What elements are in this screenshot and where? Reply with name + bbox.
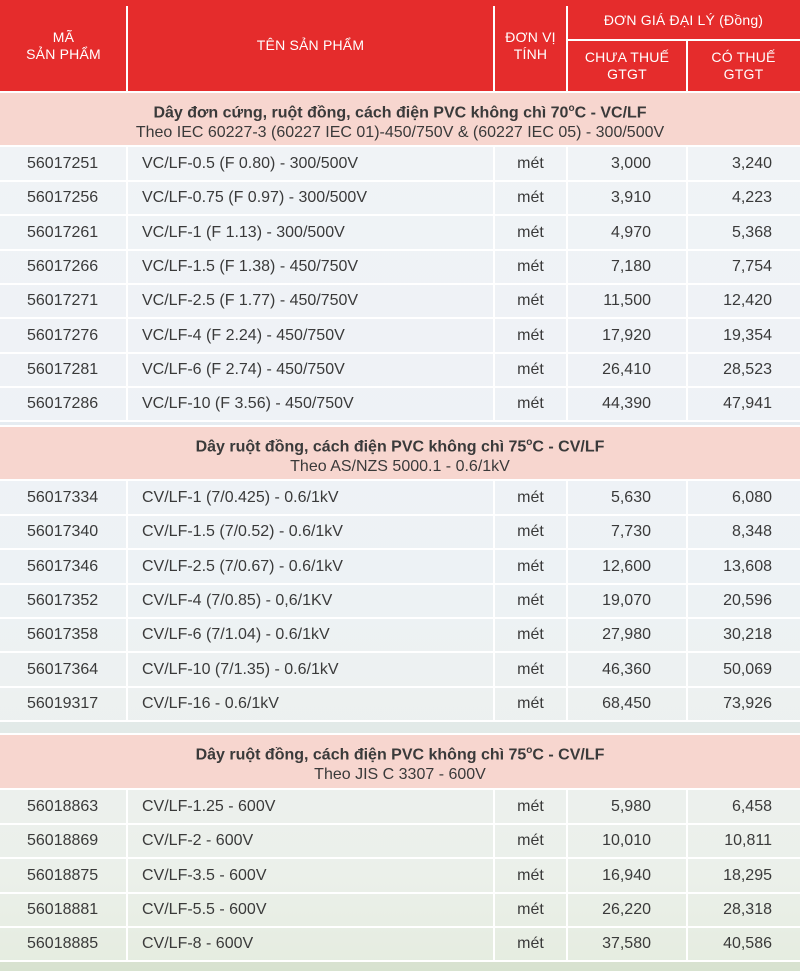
header-divider [126,6,128,91]
unit: mét [517,258,544,275]
unit: mét [517,189,544,206]
product-code: 56017256 [27,189,99,206]
price-incl-vat: 8,348 [731,523,772,540]
product-code: 56017281 [27,361,99,378]
column-divider [126,147,128,181]
price-incl-vat: 13,608 [723,558,772,575]
product-code: 56017266 [27,258,99,275]
product-name: VC/LF-10 (F 3.56) - 450/750V [142,395,354,412]
price-excl-vat: 26,220 [602,901,651,918]
header-code-line2: SẢN PHẨM [26,45,101,62]
column-divider [493,515,495,549]
column-divider [686,790,688,824]
column-divider [566,387,568,421]
section-header-cv-lf-asnzs [0,425,800,481]
row-divider [0,420,800,422]
table-row [0,687,800,721]
header-excl-line2: GTGT [607,65,647,82]
table-row [0,790,800,824]
table-row [0,181,800,215]
column-divider [493,618,495,652]
header-divider [567,39,800,41]
column-divider [566,653,568,687]
product-name: CV/LF-1.25 - 600V [142,798,276,815]
product-code: 56017352 [27,592,99,609]
table-row [0,653,800,687]
header-excl-line1: CHƯA THUẾ [584,48,670,65]
column-divider [686,927,688,961]
unit: mét [517,832,544,849]
column-divider [493,250,495,284]
column-divider [493,387,495,421]
column-divider [126,387,128,421]
column-divider [686,353,688,387]
column-divider [126,927,128,961]
column-divider [566,250,568,284]
product-code: 56018885 [27,935,99,952]
price-incl-vat: 28,318 [723,901,772,918]
column-divider [566,481,568,515]
table-row [0,893,800,927]
product-code: 56018881 [27,901,99,918]
column-divider [566,515,568,549]
section-subtitle: Theo AS/NZS 5000.1 - 0.6/1kV [290,458,510,476]
price-incl-vat: 6,080 [731,489,772,506]
price-excl-vat: 7,180 [610,258,651,275]
column-divider [686,584,688,618]
product-code: 56019317 [27,695,99,712]
price-incl-vat: 3,240 [731,155,772,172]
unit: mét [517,361,544,378]
product-name: VC/LF-0.5 (F 0.80) - 300/500V [142,155,359,172]
price-incl-vat: 4,223 [731,189,772,206]
table-row [0,550,800,584]
column-divider [566,181,568,215]
section-subtitle: Theo JIS C 3307 - 600V [314,766,486,784]
product-name: VC/LF-6 (F 2.74) - 450/750V [142,361,345,378]
column-divider [566,284,568,318]
column-divider [493,319,495,353]
header-incl-line1: CÓ THUẾ [711,48,776,65]
column-divider [686,147,688,181]
header-divider [566,6,568,91]
unit: mét [517,395,544,412]
product-name: VC/LF-4 (F 2.24) - 450/750V [142,327,345,344]
price-incl-vat: 10,811 [724,832,772,849]
price-excl-vat: 37,580 [602,935,651,952]
product-code: 56017364 [27,661,99,678]
product-name: CV/LF-6 (7/1.04) - 0.6/1kV [142,626,330,643]
header-name-label: TÊN SẢN PHẨM [256,37,365,53]
header-unit-line1: ĐƠN VỊ [505,28,556,45]
unit: mét [517,558,544,575]
header-price-incl [687,40,800,91]
table-row [0,824,800,858]
column-divider [493,181,495,215]
table-row [0,216,800,250]
product-code: 56017271 [27,292,99,309]
product-name: VC/LF-2.5 (F 1.77) - 450/750V [142,292,359,309]
column-divider [493,790,495,824]
table-row [0,618,800,652]
product-name: CV/LF-1 (7/0.425) - 0.6/1kV [142,489,339,506]
price-excl-vat: 46,360 [602,661,651,678]
column-divider [126,353,128,387]
product-name: CV/LF-5.5 - 600V [142,901,267,918]
column-divider [566,927,568,961]
price-incl-vat: 7,754 [731,258,772,275]
product-code: 56017261 [27,224,99,241]
column-divider [686,550,688,584]
price-incl-vat: 19,354 [723,327,772,344]
price-incl-vat: 18,295 [723,867,772,884]
product-code: 56017286 [27,395,99,412]
column-divider [566,216,568,250]
product-name: VC/LF-1.5 (F 1.38) - 450/750V [142,258,359,275]
column-divider [686,824,688,858]
column-divider [566,893,568,927]
column-divider [126,790,128,824]
column-divider [493,550,495,584]
table-row [0,147,800,181]
column-divider [566,353,568,387]
product-code: 56017340 [27,523,99,540]
header-price-group-label: ĐƠN GIÁ ĐẠI LÝ (Đồng) [603,11,764,28]
price-excl-vat: 5,630 [610,489,651,506]
column-divider [126,859,128,893]
column-divider [686,893,688,927]
product-code: 56017346 [27,558,99,575]
column-divider [566,147,568,181]
product-name: VC/LF-1 (F 1.13) - 300/500V [142,224,345,241]
price-excl-vat: 3,910 [610,189,651,206]
column-divider [686,387,688,421]
header-divider [686,40,688,91]
price-excl-vat: 27,980 [602,626,651,643]
column-divider [493,147,495,181]
column-divider [566,824,568,858]
header-unit-line2: TÍNH [513,45,548,62]
price-excl-vat: 11,500 [603,292,651,309]
unit: mét [517,626,544,643]
column-divider [126,319,128,353]
product-name: CV/LF-16 - 0.6/1kV [142,695,279,712]
header-price-excl [567,40,687,91]
section-header-vc-lf [0,91,800,147]
column-divider [566,584,568,618]
product-name: CV/LF-1.5 (7/0.52) - 0.6/1kV [142,523,343,540]
unit: mét [517,327,544,344]
column-divider [686,515,688,549]
column-divider [493,893,495,927]
price-excl-vat: 68,450 [602,695,651,712]
price-incl-vat: 28,523 [723,361,772,378]
price-excl-vat: 26,410 [602,361,651,378]
price-incl-vat: 5,368 [731,224,772,241]
column-divider [493,284,495,318]
column-divider [126,481,128,515]
price-excl-vat: 7,730 [610,523,651,540]
product-code: 56018863 [27,798,99,815]
column-divider [686,216,688,250]
column-divider [566,319,568,353]
header-code [0,0,127,91]
column-divider [493,216,495,250]
column-divider [126,284,128,318]
price-incl-vat: 47,941 [723,395,772,412]
column-divider [493,824,495,858]
price-incl-vat: 40,586 [723,935,772,952]
price-incl-vat: 73,926 [723,695,772,712]
product-name: CV/LF-8 - 600V [142,935,254,952]
price-excl-vat: 17,920 [602,327,651,344]
price-incl-vat: 50,069 [723,661,772,678]
column-divider [493,353,495,387]
product-name: CV/LF-2.5 (7/0.67) - 0.6/1kV [142,558,343,575]
column-divider [566,790,568,824]
unit: mét [517,867,544,884]
column-divider [126,893,128,927]
column-divider [686,284,688,318]
header-divider [493,6,495,91]
price-excl-vat: 19,070 [602,592,651,609]
unit: mét [517,292,544,309]
price-excl-vat: 10,010 [602,832,651,849]
product-name: CV/LF-4 (7/0.85) - 0,6/1KV [142,592,333,609]
column-divider [493,687,495,721]
unit: mét [517,661,544,678]
product-name: CV/LF-2 - 600V [142,832,254,849]
column-divider [126,653,128,687]
column-divider [126,250,128,284]
table-row [0,515,800,549]
unit: mét [517,592,544,609]
product-code: 56017358 [27,626,99,643]
header-name [127,0,494,91]
unit: mét [517,224,544,241]
table-row [0,284,800,318]
column-divider [686,618,688,652]
section-title: Dây ruột đồng, cách điện PVC không chì 75$^o$C - CV/LF [195,437,605,456]
column-divider [126,550,128,584]
unit: mét [517,155,544,172]
price-incl-vat: 6,458 [731,798,772,815]
column-divider [686,250,688,284]
price-incl-vat: 12,420 [723,292,772,309]
section-subtitle: Theo IEC 60227-3 (60227 IEC 01)-450/750V & (60227 IEC 05) - 300/500V [135,124,665,142]
column-divider [126,181,128,215]
table-row [0,319,800,353]
table-row [0,481,800,515]
price-excl-vat: 12,600 [602,558,651,575]
table-row [0,353,800,387]
column-divider [686,687,688,721]
product-name: CV/LF-10 (7/1.35) - 0.6/1kV [142,661,339,678]
column-divider [126,687,128,721]
product-code: 56017334 [27,489,99,506]
column-divider [686,481,688,515]
unit: mét [517,901,544,918]
section-title: Dây đơn cứng, ruột đồng, cách điện PVC không chì 70$^o$C - VC/LF [153,103,647,122]
product-code: 56017276 [27,327,99,344]
column-divider [493,927,495,961]
price-excl-vat: 5,980 [610,798,651,815]
table-row [0,250,800,284]
column-divider [126,515,128,549]
product-code: 56017251 [27,155,99,172]
column-divider [493,653,495,687]
price-incl-vat: 30,218 [723,626,772,643]
table-header [0,0,800,91]
price-excl-vat: 16,940 [602,867,651,884]
column-divider [493,481,495,515]
section-header-cv-lf-jis [0,733,800,790]
row-divider [0,960,800,962]
price-excl-vat: 44,390 [602,395,651,412]
column-divider [686,319,688,353]
unit: mét [517,695,544,712]
column-divider [493,584,495,618]
column-divider [566,618,568,652]
table-row [0,927,800,961]
table-row [0,387,800,421]
price-incl-vat: 20,596 [723,592,772,609]
unit: mét [517,489,544,506]
column-divider [566,687,568,721]
column-divider [126,216,128,250]
column-divider [126,584,128,618]
price-excl-vat: 4,970 [610,224,651,241]
unit: mét [517,935,544,952]
header-incl-line2: GTGT [723,65,764,82]
product-code: 56018875 [27,867,99,884]
header-price-group [567,0,800,40]
unit: mét [517,523,544,540]
column-divider [686,859,688,893]
section-title: Dây ruột đồng, cách điện PVC không chì 75$^o$C - CV/LF [195,745,605,764]
column-divider [686,653,688,687]
product-code: 56018869 [27,832,99,849]
price-excl-vat: 3,000 [610,155,651,172]
table-row [0,584,800,618]
column-divider [566,859,568,893]
column-divider [493,859,495,893]
column-divider [126,824,128,858]
row-divider [0,720,800,722]
product-name: CV/LF-3.5 - 600V [142,867,267,884]
column-divider [686,181,688,215]
table-row [0,859,800,893]
product-name: VC/LF-0.75 (F 0.97) - 300/500V [142,189,367,206]
header-unit [494,0,567,91]
column-divider [126,618,128,652]
header-code-line1: MÃ [52,28,75,45]
unit: mét [517,798,544,815]
column-divider [566,550,568,584]
